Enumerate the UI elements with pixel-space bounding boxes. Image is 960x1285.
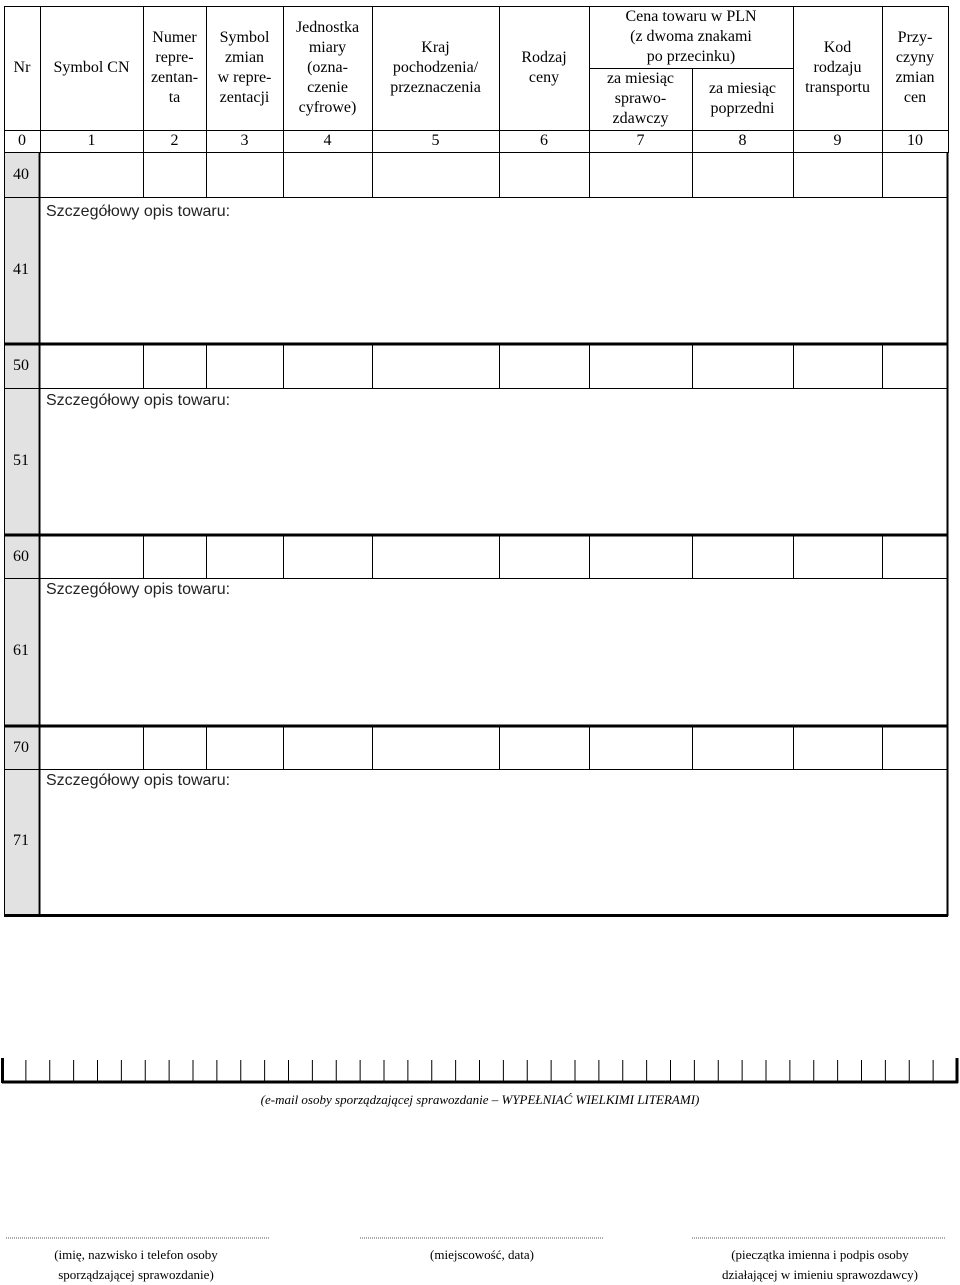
header-kraj: Kraj pochodzenia/ przeznaczenia [390,39,481,96]
row-number-40: 40 [13,166,29,183]
row-number-50: 50 [13,357,29,374]
description-field-71[interactable] [42,794,946,913]
email-caption: (e-mail osoby sporządzającej sprawozdanie – WYPEŁNIAĆ WIELKIMI LITERAMI) [260,1092,700,1107]
row-number-60: 60 [13,548,29,565]
row-number-71: 71 [13,832,29,849]
row-number-70: 70 [13,739,29,756]
signature-caption-place-date: (miejscowość, data) [430,1247,534,1262]
description-label: Szczegółowy opis towaru: [46,772,231,789]
colnum-4: 4 [323,132,332,149]
header-cena-group: Cena towaru w PLN (z dwoma znakami po przecinku) [625,8,757,65]
row-number-41: 41 [13,261,29,278]
colnum-6: 6 [540,132,548,149]
row-number-51: 51 [13,452,29,469]
header-jednostka-miary: Jednostka miary (ozna- czenie cyfrowe) [295,19,360,116]
header-kod-transportu: Kod rodzaju transportu [805,39,870,96]
header-numer-reprezentanta: Numer repre- zentan- ta [150,29,199,106]
colnum-3: 3 [240,132,249,149]
colnum-2: 2 [170,132,179,149]
signature-caption-person: (imię, nazwisko i telefon osoby sporządzającej sprawozdanie) [54,1247,218,1282]
description-label: Szczegółowy opis towaru: [46,392,231,409]
signature-caption-stamp: (pieczątka imienna i podpis osoby działającej w imieniu sprawozdawcy) [722,1247,918,1282]
description-field-51[interactable] [42,414,946,533]
header-cena-sprawozdawczy: za miesiąc sprawo- zdawczy [606,70,675,127]
colnum-9: 9 [833,132,842,149]
email-comb-field[interactable] [0,1050,960,1090]
colnum-5: 5 [431,132,440,149]
colnum-7: 7 [636,132,645,149]
header-przyczyny: Przy- czyny zmian cen [895,29,935,106]
description-field-41[interactable] [42,224,946,342]
header-cena-poprzedni: za miesiąc poprzedni [708,80,777,117]
colnum-8: 8 [738,132,747,149]
header-symbol-cn: Symbol CN [53,59,130,76]
colnum-1: 1 [87,132,96,149]
row-number-61: 61 [13,642,29,659]
signature-lines [0,1236,960,1242]
colnum-10: 10 [907,132,923,149]
header-nr: Nr [13,59,31,76]
header-symbol-zmian: Symbol zmian w repre- zentacji [217,29,272,106]
colnum-0: 0 [18,132,26,149]
header-rodzaj-ceny: Rodzaj ceny [521,49,567,86]
description-label: Szczegółowy opis towaru: [46,581,231,598]
description-field-61[interactable] [42,604,946,724]
description-label: Szczegółowy opis towaru: [46,203,231,220]
